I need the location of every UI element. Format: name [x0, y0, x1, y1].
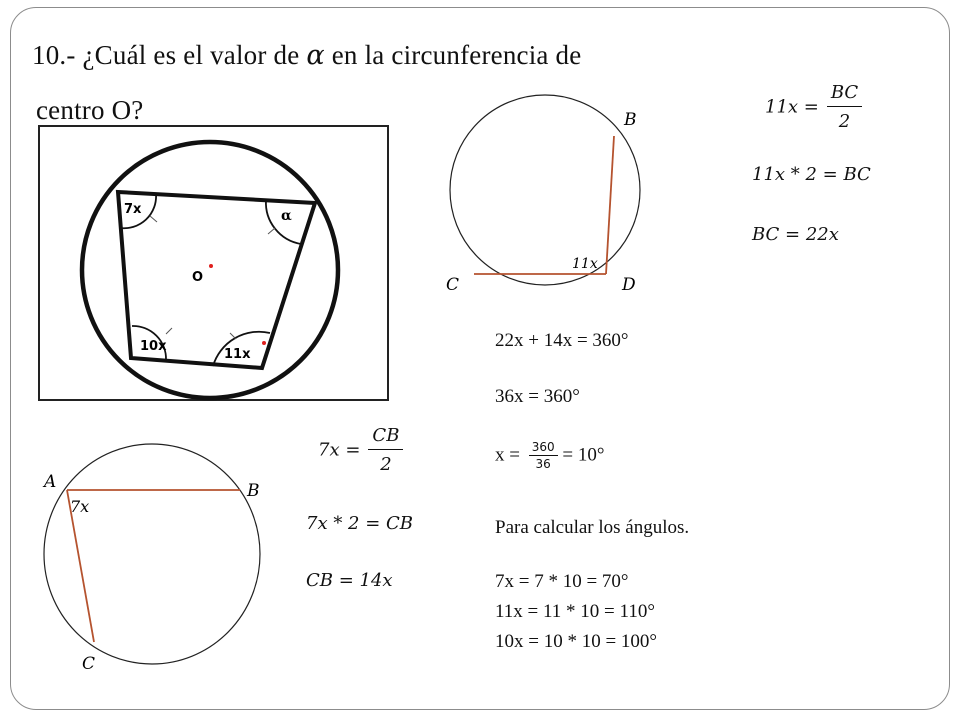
middle-eq-1-denominator: 2	[380, 454, 392, 475]
middle-eq-1-numerator: CB	[368, 425, 403, 450]
figure-abc	[42, 444, 260, 674]
chord-bd	[606, 136, 614, 274]
label-c-top: C	[446, 275, 460, 295]
right-eq-1	[765, 82, 862, 132]
center-label: O	[192, 270, 204, 285]
right-eq-1-denominator: 2	[838, 111, 851, 132]
middle-eq-1-fraction	[368, 425, 403, 475]
question-text-before: 10.- ¿Cuál es el valor de	[32, 40, 307, 70]
label-b-top: B	[624, 110, 637, 130]
main-figure	[39, 126, 388, 400]
solution-line-1: 22x + 14x = 360°	[495, 330, 629, 351]
figure-bcd	[446, 95, 640, 295]
right-eq-3: BC = 22x	[752, 224, 839, 245]
question-line-2: centro O?	[36, 95, 144, 125]
alpha-symbol: α	[306, 40, 325, 71]
right-eq-2-text: 11x * 2 = BC	[752, 164, 871, 185]
circle-abc	[44, 444, 260, 664]
solution-line-3	[495, 440, 604, 471]
vertex-marker-dot	[262, 341, 266, 345]
angle-label-11x: 11x	[224, 347, 251, 362]
right-eq-1-numerator: BC	[827, 82, 862, 107]
solution-line-3-right: = 10°	[562, 444, 605, 466]
solution-line-3-left: x =	[495, 444, 520, 466]
solution-fraction	[529, 440, 558, 471]
right-eq-1-fraction	[827, 82, 862, 132]
middle-eq-1	[318, 425, 403, 475]
solution-fraction-denominator: 36	[535, 457, 551, 471]
middle-eq-2: 7x * 2 = CB	[306, 513, 414, 534]
solution-line-2: 36x = 360°	[495, 386, 580, 407]
angle-label-abc: 7x	[70, 497, 90, 516]
solution-fraction-numerator: 360	[529, 440, 558, 456]
solution-line-4: Para calcular los ángulos.	[495, 517, 690, 538]
angle-label-10x: 10x	[140, 339, 167, 354]
label-d: D	[622, 275, 636, 295]
question-text-after: en la circunferencia de	[324, 40, 582, 70]
middle-eq-3: CB = 14x	[306, 570, 393, 591]
solution-line-5: 7x = 7 * 10 = 70°	[495, 571, 629, 592]
right-eq-1-left: 11x =	[765, 96, 819, 118]
solution-line-6: 11x = 11 * 10 = 110°	[495, 601, 655, 622]
angle-label-7x: 7x	[124, 202, 142, 217]
angle-label-bcd: 11x	[572, 256, 598, 272]
middle-eq-1-left: 7x =	[318, 439, 361, 461]
center-dot	[209, 264, 213, 268]
angle-label-alpha: α	[281, 208, 292, 224]
label-a: A	[44, 472, 57, 492]
solution-line-7: 10x = 10 * 10 = 100°	[495, 631, 658, 652]
label-b-bottom: B	[247, 481, 260, 501]
right-eq-2	[752, 164, 871, 185]
label-c-bottom: C	[82, 654, 96, 674]
